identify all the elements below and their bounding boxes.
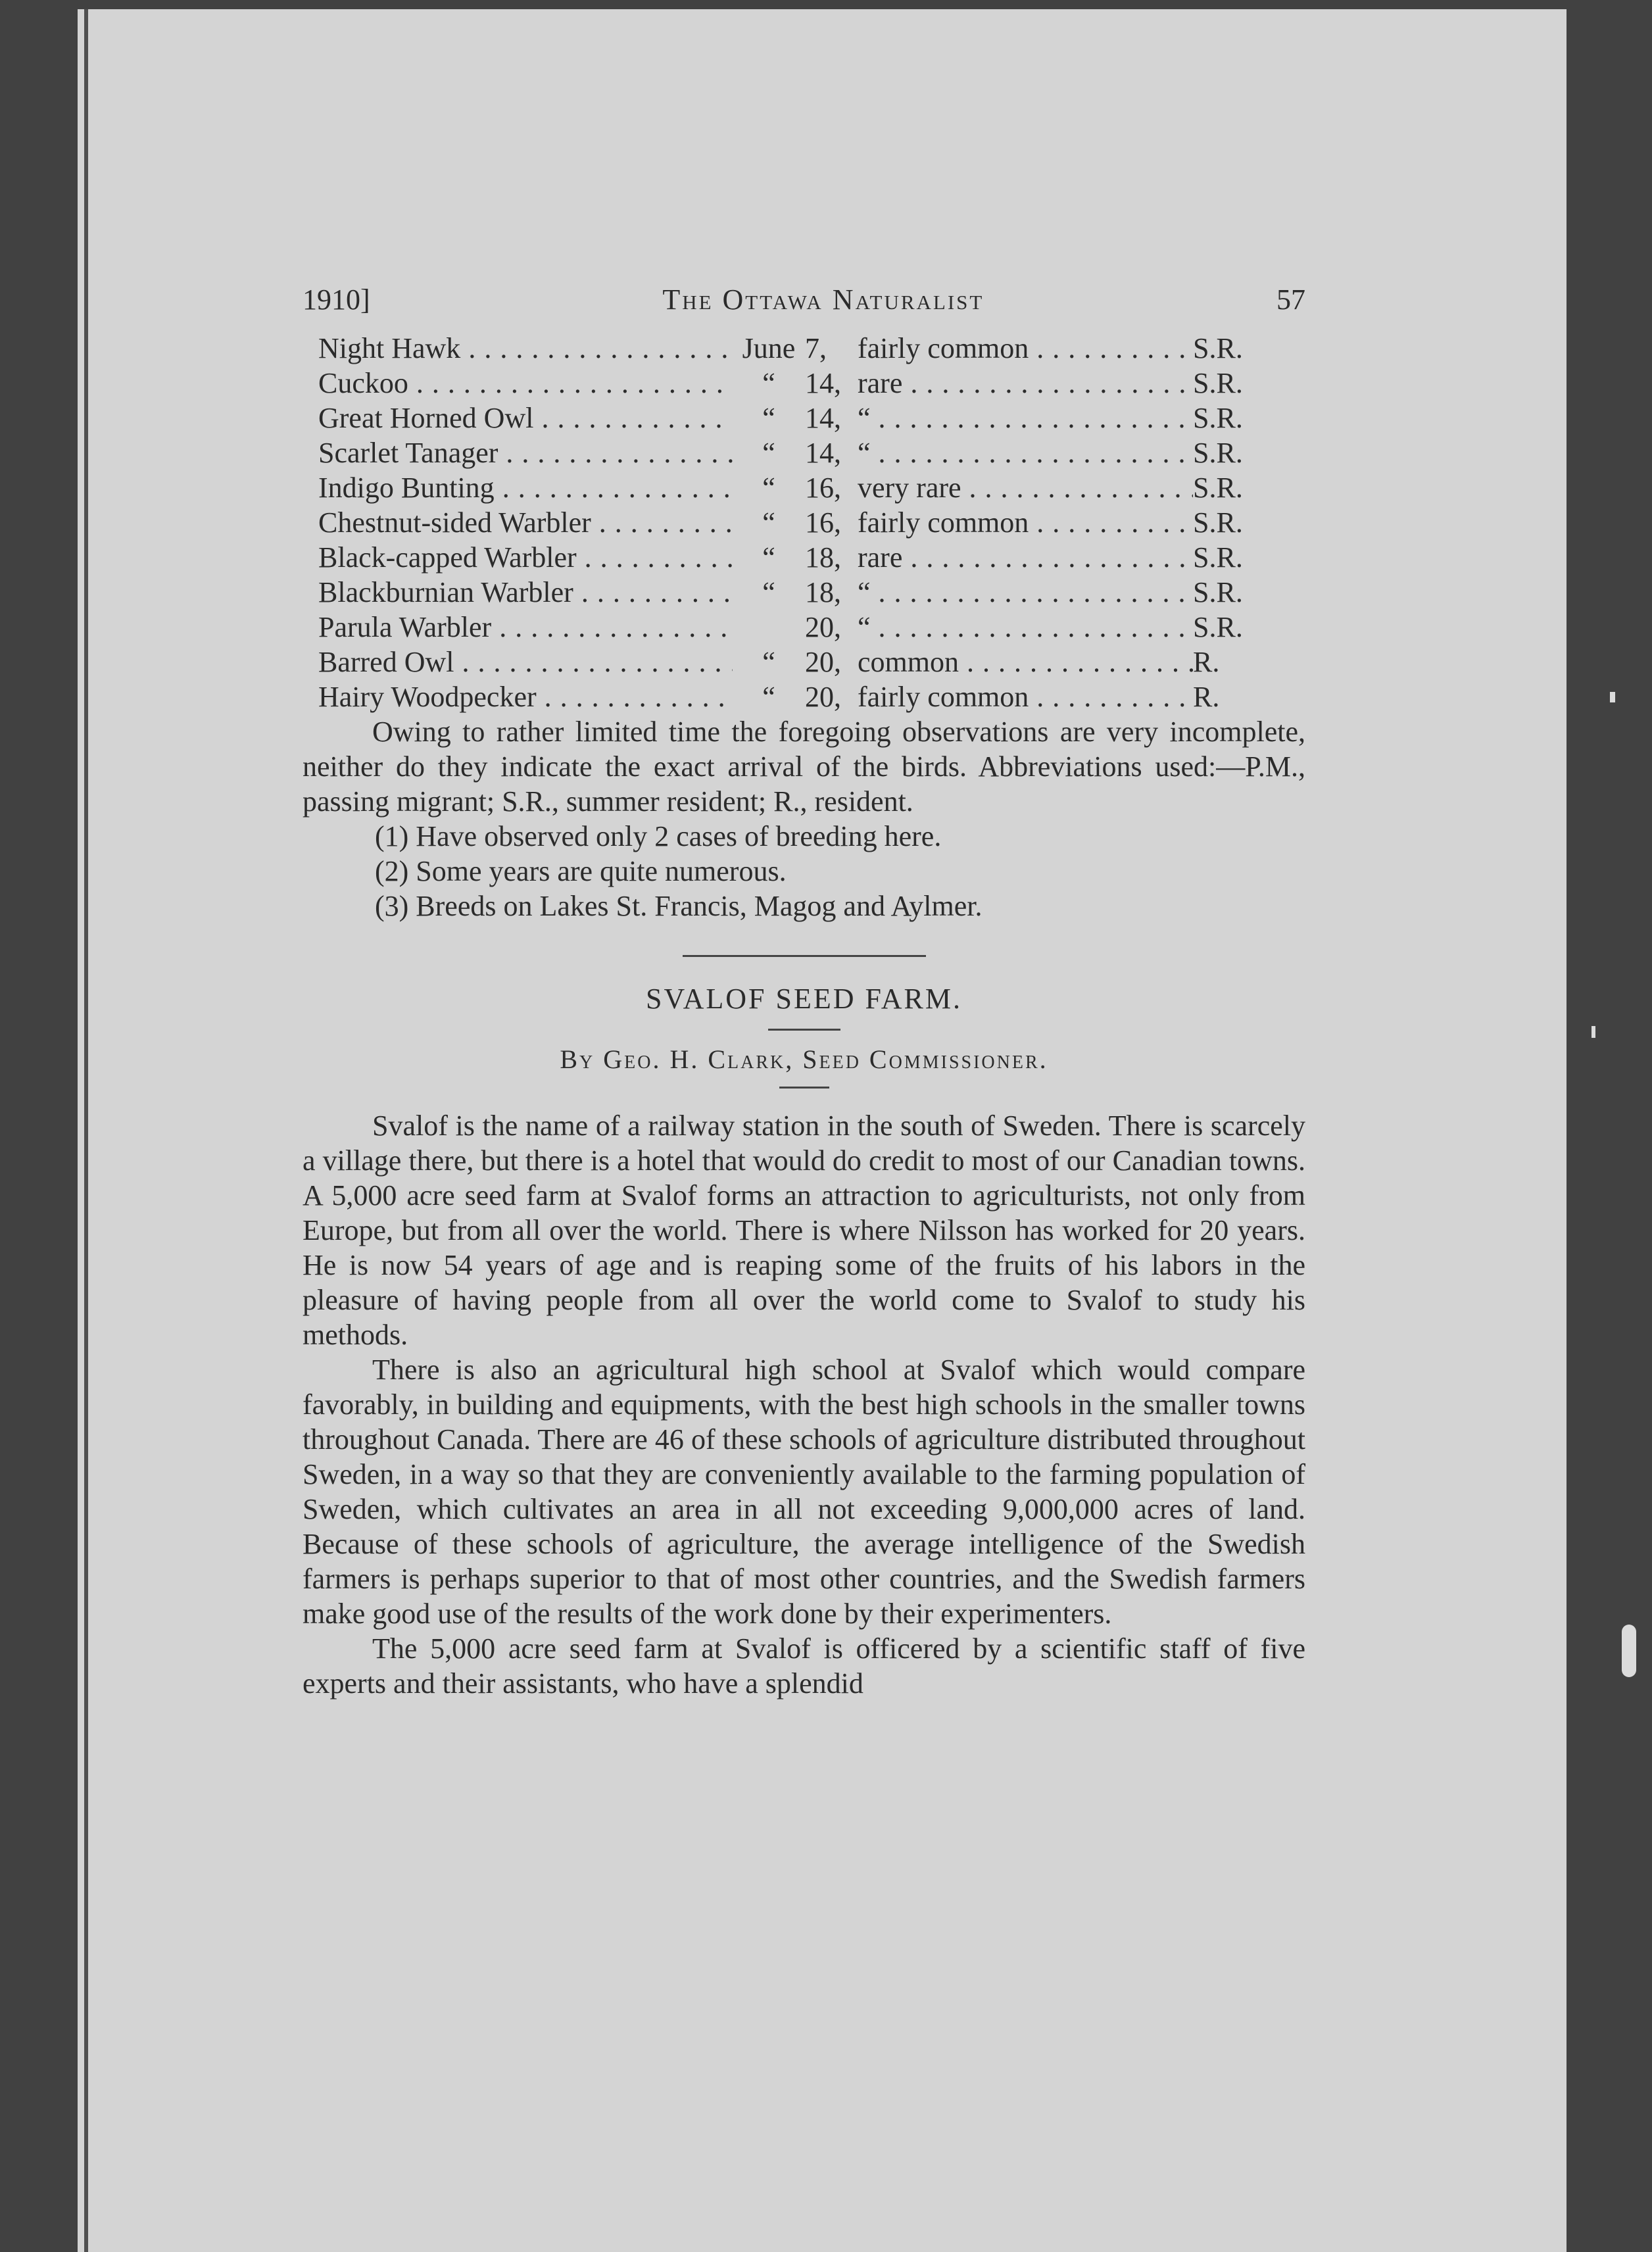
bird-day: 14, [805,367,841,399]
bird-status: common . . . [858,645,1193,679]
bird-day: 20, [805,681,841,713]
bird-day: 16, [805,506,841,539]
bird-code: S.R. [1193,472,1243,504]
bird-day: 20, [805,611,841,643]
bird-status: fairly common . . . [858,679,1193,714]
bird-day: 14, [805,437,841,469]
header-year: 1910] [303,283,370,316]
bird-table [303,331,1305,714]
bird-name: Black-capped Warbler . . . [303,540,733,575]
article-title: SVALOF SEED FARM. [646,983,962,1015]
bird-row [303,366,1305,401]
bird-code: S.R. [1193,506,1243,539]
bird-day: 16, [805,472,841,504]
bird-status: “ . . . [858,401,1193,435]
section-divider [683,955,926,957]
bird-name: Parula Warbler . . . [303,610,733,645]
bird-row [303,540,1305,575]
bird-month [733,610,805,645]
bird-day: 7, [805,332,827,364]
bird-name: Barred Owl . . . [303,645,733,679]
bird-name: Cuckoo . . . [303,366,733,401]
bird-code: S.R. [1193,541,1243,574]
page-binding-edge [84,9,88,2252]
article-paragraph: There is also an agricultural high school at Svalof which would compare favorably, in building and equipments, with the best high schools in the smaller towns throughout Canada. There are 46 of these schools of agriculture distributed throughout Sweden, in a way so that they are conveniently available to the farming population of Sweden, which cultivates an area in all not exceeding 9,000,000 acres of land. Because of these schools of agriculture, the average intelligence of the Swedish farmers is perhaps superior to that of most other countries, and the Swedish farmers make good use of the results of the work done by their experimenters. [303,1354,1305,1630]
bird-row [303,505,1305,540]
bird-name: Hairy Woodpecker . . . [303,679,733,714]
bird-month: “ [762,437,775,469]
bird-name: Indigo Bunting . . . [303,470,733,505]
bird-name: Night Hawk . . . [303,331,733,366]
byline-rule [779,1087,829,1089]
footnote: (1) Have observed only 2 cases of breeding here. [375,820,942,852]
journal-title: The Ottawa Naturalist [662,283,984,316]
bird-name: Blackburnian Warbler . . . [303,575,733,610]
bird-status: “ . . . [858,610,1193,645]
bird-status: “ . . . [858,575,1193,610]
bird-row [303,401,1305,435]
bird-month: “ [762,402,775,434]
title-rule [768,1029,840,1031]
bird-name: Scarlet Tanager . . . [303,435,733,470]
bird-row [303,435,1305,470]
bird-code: S.R. [1193,402,1243,434]
bird-name: Great Horned Owl . . . [303,401,733,435]
bird-row [303,470,1305,505]
footnote: (2) Some years are quite numerous. [375,855,787,887]
bird-code: R. [1193,646,1220,678]
bird-day: 20, [805,646,841,678]
bird-row [303,331,1305,366]
bird-day: 18, [805,541,841,574]
bird-month: “ [762,681,775,713]
bird-month: “ [762,506,775,539]
bird-day: 18, [805,576,841,608]
bird-month: “ [762,472,775,504]
article-byline: By Geo. H. Clark, Seed Commissioner. [560,1044,1048,1074]
page-content [303,283,1305,1701]
bird-row [303,575,1305,610]
bird-month: “ [762,541,775,574]
running-header [303,283,1305,316]
bird-name: Chestnut-sided Warbler . . . [303,505,733,540]
bird-status: “ . . . [858,435,1193,470]
observations-paragraph: Owing to rather limited time the foregoing observations are very incomplete, neither do they indicate the exact arrival of the birds. Abbreviations used:—P.M., passing migrant; S.R., summer resident; R., resident. [303,716,1305,818]
bird-code: S.R. [1193,611,1243,643]
bird-month: “ [762,367,775,399]
bird-month: “ [762,646,775,678]
bird-status: fairly common . . . [858,331,1193,366]
bird-code: S.R. [1193,367,1243,399]
footnote: (3) Breeds on Lakes St. Francis, Magog and Aylmer. [375,890,983,922]
bird-status: rare . . . [858,540,1193,575]
bird-status: fairly common . . . [858,505,1193,540]
page-number: 57 [1276,283,1305,316]
bird-code: S.R. [1193,437,1243,469]
bird-month: “ [762,576,775,608]
bird-code: S.R. [1193,332,1243,364]
bird-row [303,645,1305,679]
bird-day: 14, [805,402,841,434]
footnotes [303,819,1305,923]
article-paragraph: The 5,000 acre seed farm at Svalof is officered by a scientific staff of five experts and their assistants, who have a splendid [303,1632,1305,1700]
bird-month: June [742,332,796,364]
article-paragraph: Svalof is the name of a railway station in the south of Sweden. There is scarcely a village there, but there is a hotel that would do credit to most of our Canadian towns. A 5,000 acre seed farm at Svalof forms an attraction to agriculturists, not only from Europe, but from all over the world. There is where Nilsson has worked for 20 years. He is now 54 years of age and is reaping some of the fruits of his labors in the pleasure of having people from all over the world come to Svalof to study his methods. [303,1110,1305,1351]
bird-code: S.R. [1193,576,1243,608]
bird-row [303,679,1305,714]
bird-status: very rare . . . [858,470,1193,505]
bird-status: rare . . . [858,366,1193,401]
bird-row [303,610,1305,645]
bird-code: R. [1193,681,1220,713]
